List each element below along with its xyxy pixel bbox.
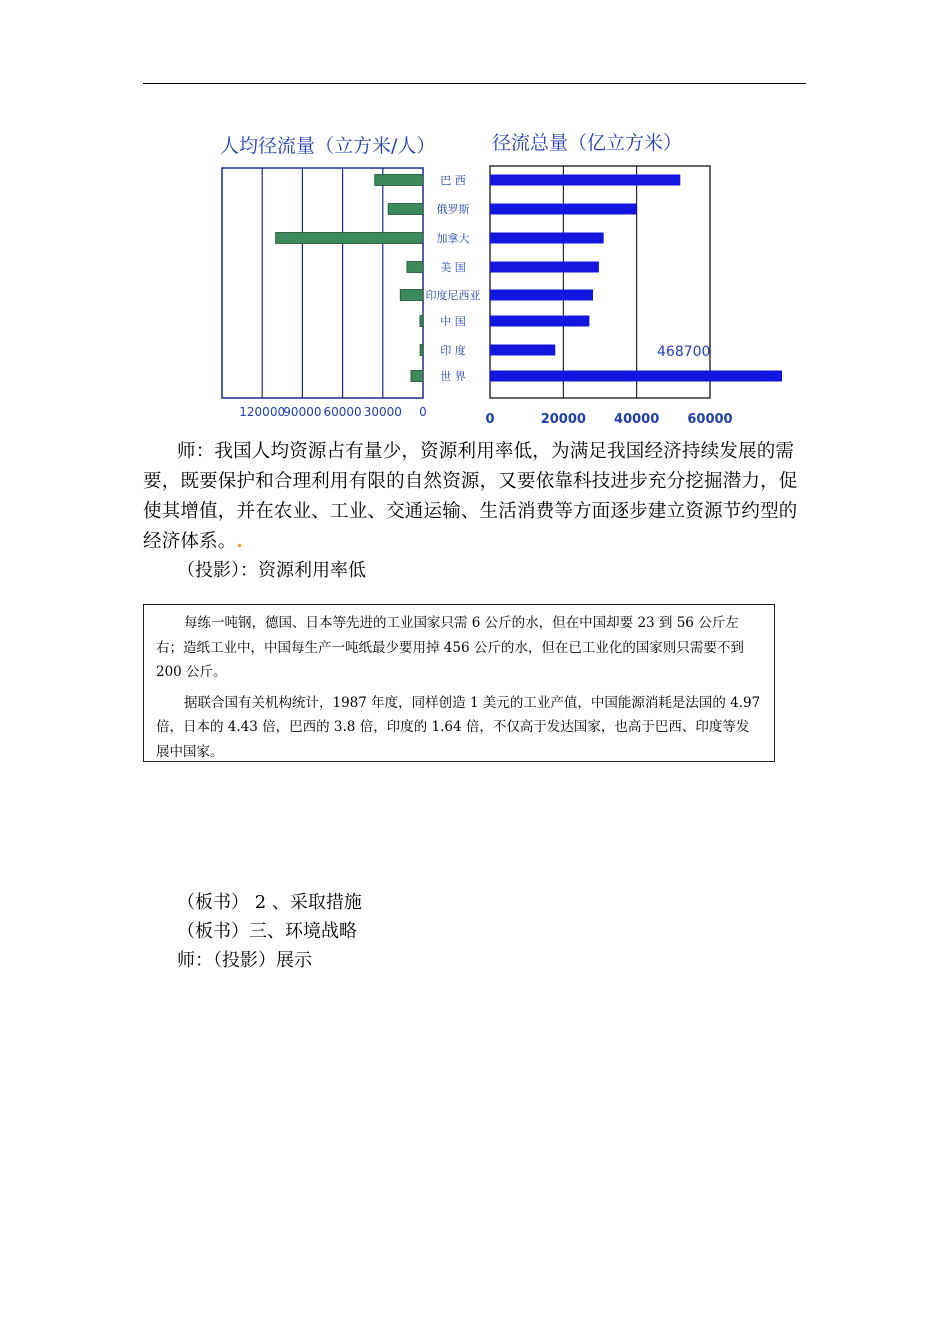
projection-heading: （投影）：资源利用率低 [177,560,366,581]
category-label: 世 界 [440,370,466,383]
left-tick-label: 30000 [363,405,402,419]
board-line-2: （板书）三、环境战略 [177,921,357,942]
category-label: 俄罗斯 [436,203,470,216]
category-label: 美 国 [440,261,466,274]
right-bar [490,175,680,186]
right-chart-frame [490,166,710,398]
right-tick-label: 40000 [614,412,660,427]
left-bar [388,204,423,215]
left-tick-label: 90000 [283,405,322,419]
teacher-line: 师：（投影）展示 [177,950,312,971]
left-chart-title: 人均径流量（立方米/人） [220,135,436,157]
left-bar [375,175,423,186]
left-bar [420,345,423,356]
right-bar [490,345,555,356]
right-bar [490,204,637,215]
right-bar [490,316,589,327]
right-bar [490,233,604,244]
box-paragraph-2: 据联合国有关机构统计，1987 年度，同样创造 1 美元的工业产值，中国能源消耗是法国的 4.97 倍，日本的 4.43 倍，巴西的 3.8 倍，印度的 1.64 倍，不仅高于发达国家，也高于巴西、印度等发展中国家。 [156,694,761,760]
category-label: 印度尼西亚 [425,289,481,302]
body-paragraph-text: 师：我国人均资源占有量少，资源利用率低，为满足我国经济持续发展的需要，既要保护和合理利用有限的自然资源，又要依靠科技进步充分挖掘潜力，促使其增值，并在农业、工业、交通运输、生活消费等方面逐步建立资源节约型的经济体系。 [143,441,798,552]
left-tick-label: 0 [419,405,427,419]
left-bar [411,371,423,382]
board-line-1: （板书） 2 、采取措施 [177,892,362,913]
right-tick-label: 0 [485,412,495,427]
world-total-annotation: 468700 [657,344,711,360]
left-bar [407,262,423,273]
left-tick-label: 60000 [323,405,362,419]
highlight-mark: . [236,531,244,552]
body-paragraph [143,437,813,557]
category-label: 加拿大 [436,232,470,245]
box-paragraph-1: 每练一吨钢，德国、日本等先进的工业国家只需 6 公斤的水，但在中国却要 23 到 56 公斤左右；造纸工业中，中国每生产一吨纸最少要用掉 456 公斤的水，但在已工业化的国家则只需要不到 200 公斤。 [156,615,744,680]
right-bar [490,262,599,273]
right-bar [490,371,782,382]
runoff-comparison-chart [0,0,950,440]
left-tick-label: 120000 [239,405,286,419]
category-label: 印 度 [440,344,466,357]
projection-box [143,604,775,762]
right-chart-title: 径流总量（亿立方米） [492,132,683,154]
left-bar [276,233,423,244]
left-bar [420,316,423,327]
right-bar [490,290,593,301]
left-bar [400,290,423,301]
category-label: 巴 西 [440,174,466,187]
right-tick-label: 20000 [540,412,586,427]
left-chart-frame [222,168,423,398]
right-tick-label: 60000 [687,412,733,427]
category-label: 中 国 [440,315,466,328]
